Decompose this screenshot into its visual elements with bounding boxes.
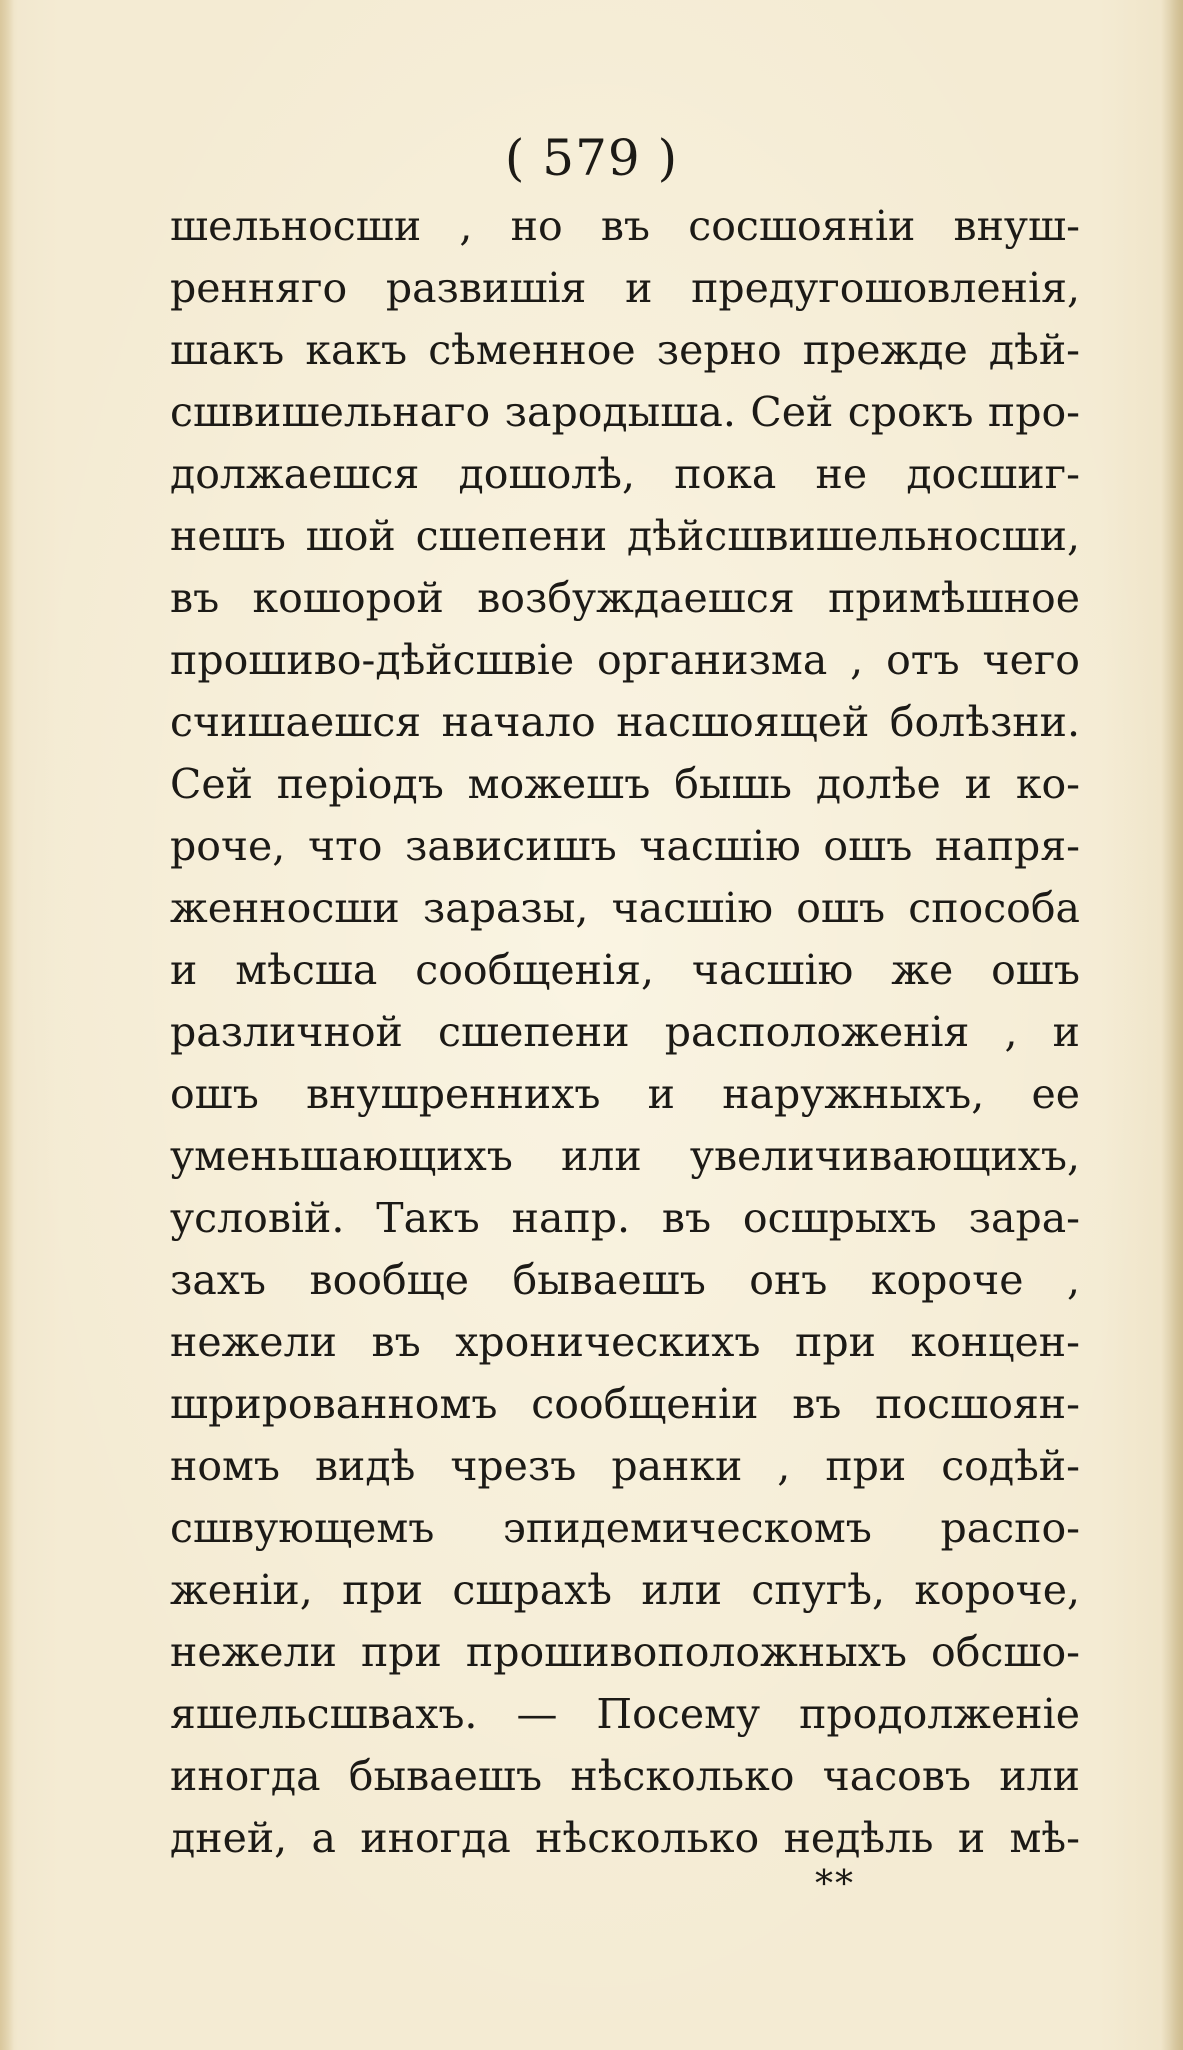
text-line: яшельсшвахъ. — Посему продолженіе bbox=[170, 1690, 1080, 1738]
text-line: шакъ какъ сѣменное зерно прежде дѣй- bbox=[170, 326, 1080, 374]
body-text bbox=[170, 195, 1080, 1869]
text-line: женносши заразы, часшію ошъ способа bbox=[170, 884, 1080, 932]
text-line: счишаешся начало насшоящей болѣзни. bbox=[170, 698, 1080, 746]
text-line: и мѣсша сообщенія, часшію же ошъ bbox=[170, 946, 1080, 994]
text-line: нежели при прошивоположныхъ обсшо- bbox=[170, 1628, 1080, 1676]
signature-mark: ** bbox=[815, 1864, 855, 1905]
text-line: шрированномъ сообщеніи въ посшоян- bbox=[170, 1380, 1080, 1428]
text-line: захъ вообще бываешъ онъ короче , bbox=[170, 1256, 1080, 1304]
text-line: сшвишельнаго зародыша. Сей срокъ про- bbox=[170, 388, 1080, 436]
text-line: должаешся дошолѣ, пока не досшиг- bbox=[170, 450, 1080, 498]
text-line: условій. Такъ напр. въ осшрыхъ зара- bbox=[170, 1194, 1080, 1242]
text-line: нешъ шой сшепени дѣйсшвишельносши, bbox=[170, 512, 1080, 560]
text-line: ошъ внушреннихъ и наружныхъ, ее bbox=[170, 1070, 1080, 1118]
text-line: иногда бываешъ нѣсколько часовъ или bbox=[170, 1752, 1080, 1800]
text-line: ренняго развишія и предугошовленія, bbox=[170, 264, 1080, 312]
text-line: прошиво-дѣйсшвіе организма , отъ чего bbox=[170, 636, 1080, 684]
text-line: различной сшепени расположенія , и bbox=[170, 1008, 1080, 1056]
text-line: дней, а иногда нѣсколько недѣль и мѣ- bbox=[170, 1814, 1080, 1862]
page-right-edge bbox=[1161, 0, 1183, 2050]
page-number: ( 579 ) bbox=[504, 129, 679, 187]
text-line: женіи, при сшрахѣ или спугѣ, короче, bbox=[170, 1566, 1080, 1614]
text-line: шельносши , но въ сосшояніи внуш- bbox=[170, 202, 1080, 250]
text-line: сшвующемъ эпидемическомъ распо- bbox=[170, 1504, 1080, 1552]
text-line: въ кошорой возбуждаешся примѣшное bbox=[170, 574, 1080, 622]
text-line: уменьшающихъ или увеличивающихъ, bbox=[170, 1132, 1080, 1180]
page-left-edge bbox=[0, 0, 14, 2050]
text-line: номъ видѣ чрезъ ранки , при содѣй- bbox=[170, 1442, 1080, 1490]
text-line: нежели въ хроническихъ при концен- bbox=[170, 1318, 1080, 1366]
text-line: роче, что зависишъ часшію ошъ напря- bbox=[170, 822, 1080, 870]
text-line: Сей періодъ можешъ бышь долѣе и ко- bbox=[170, 760, 1080, 808]
